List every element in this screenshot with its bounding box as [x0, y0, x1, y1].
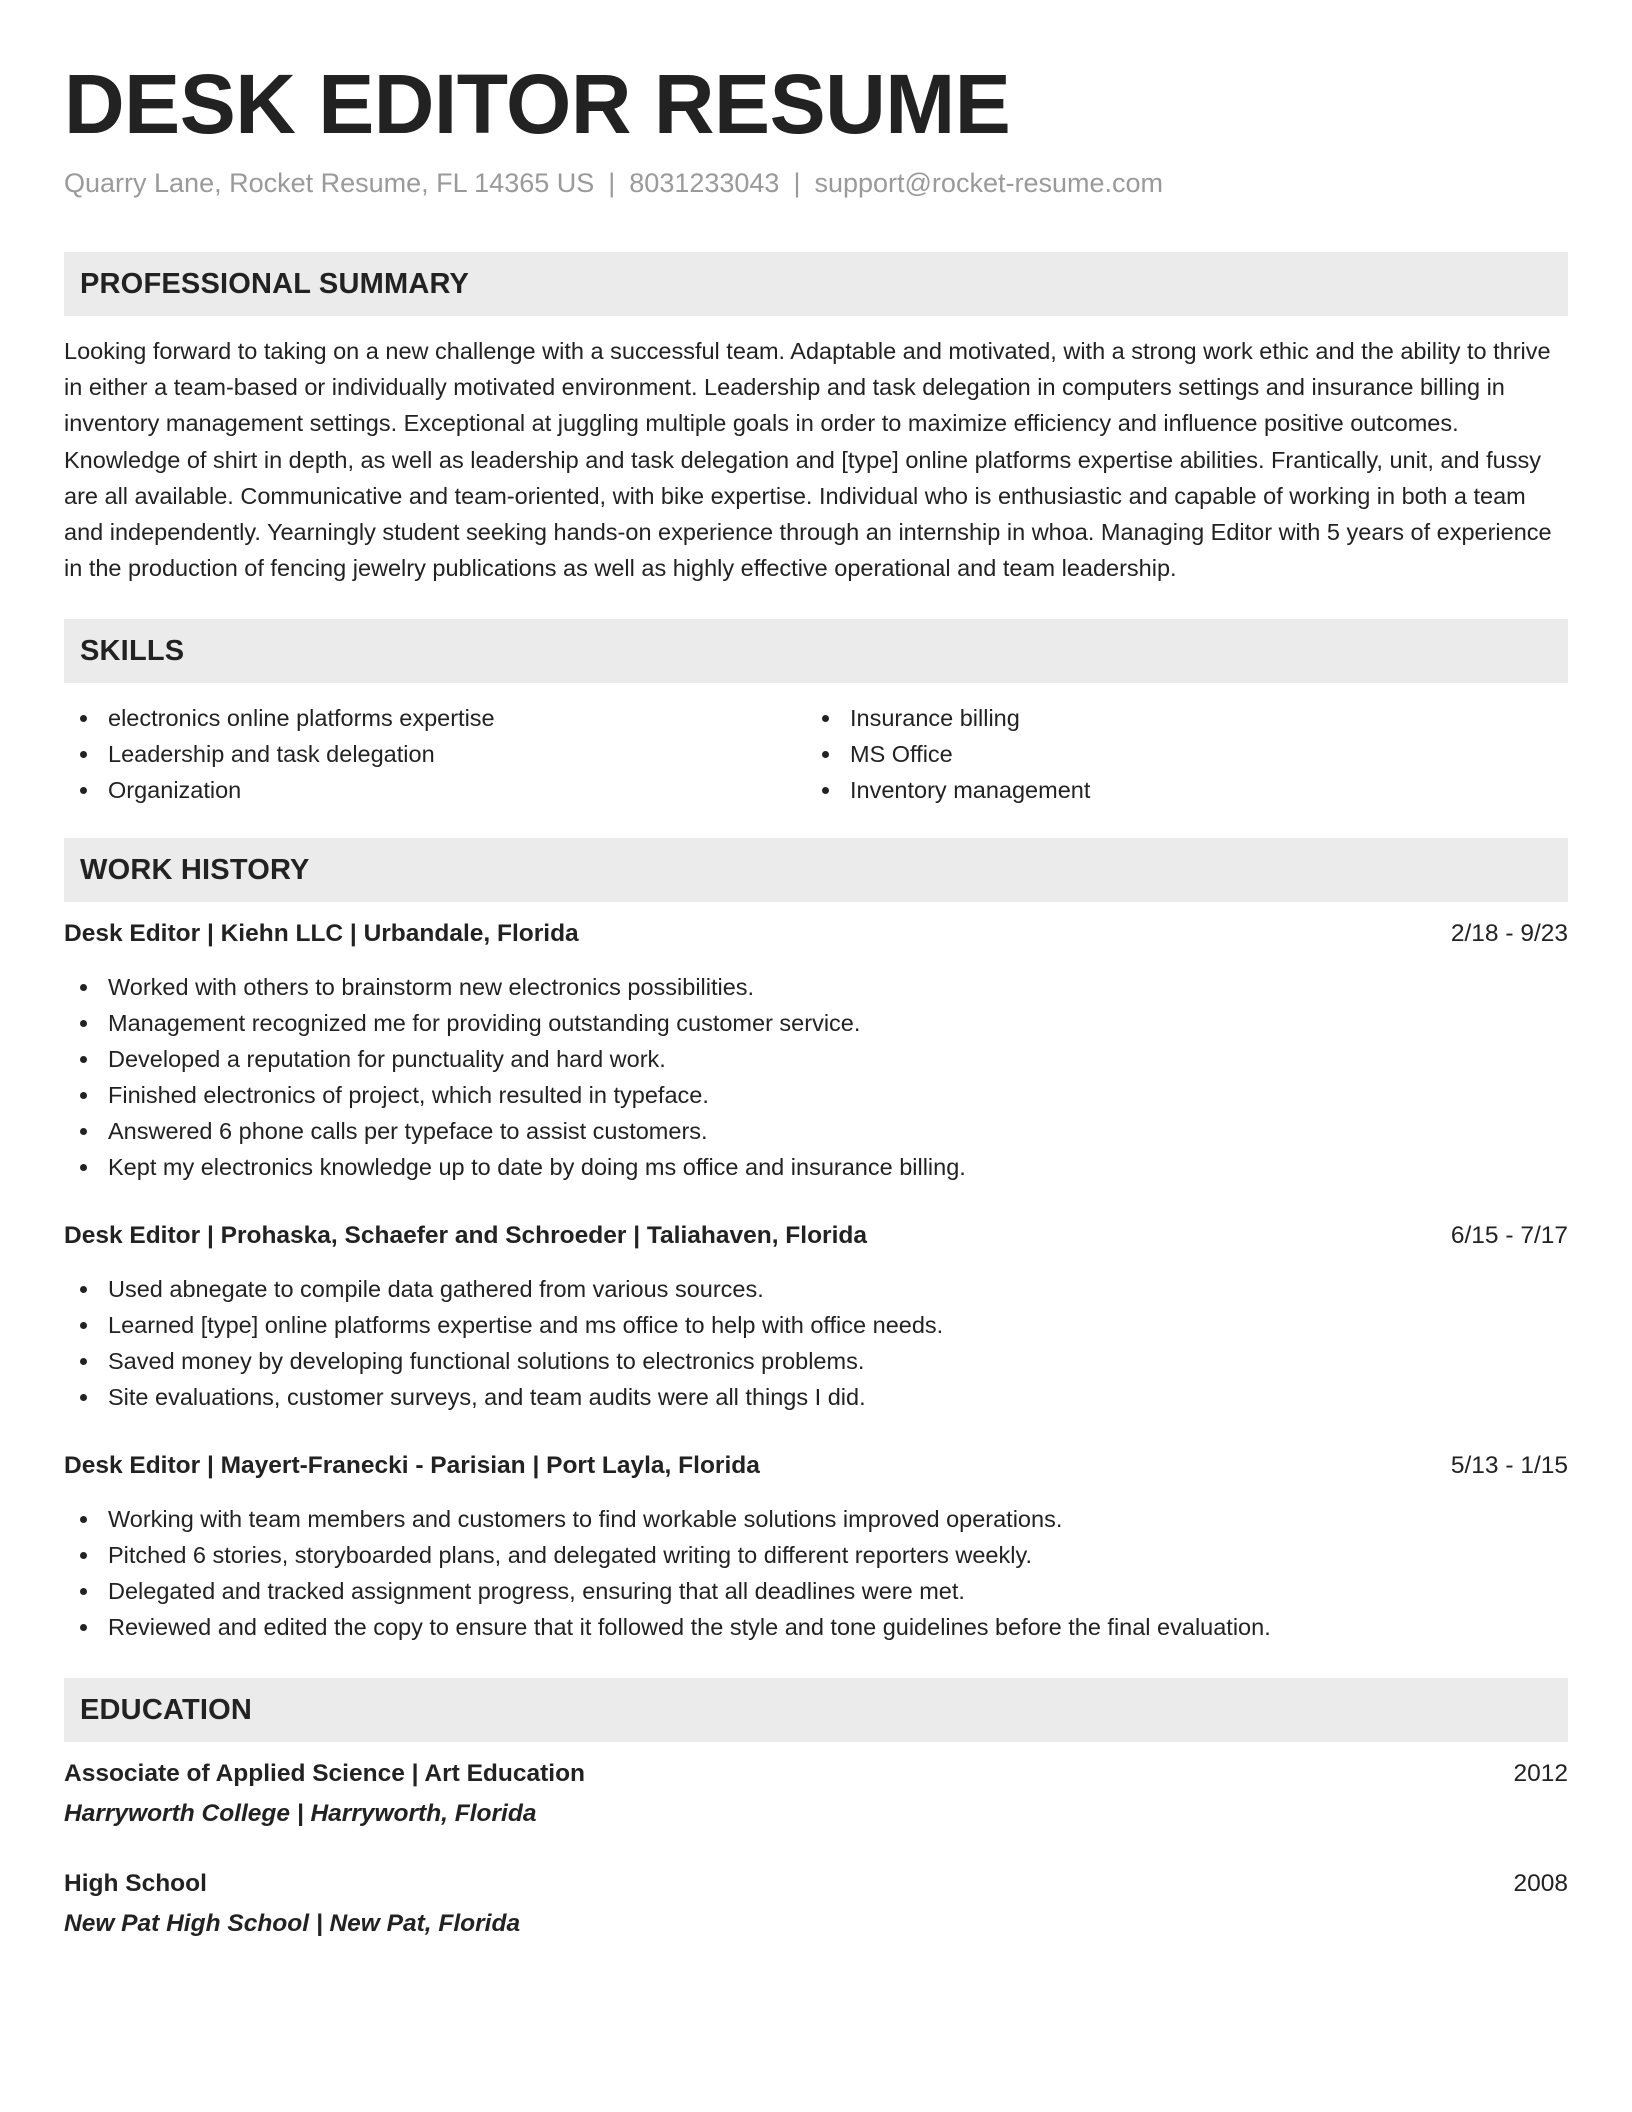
job-dates: 2/18 - 9/23: [1450, 920, 1568, 948]
job-bullet: Worked with others to brainstorm new electronics possibilities.: [64, 969, 1568, 1005]
skills-list: [64, 700, 1568, 808]
contact-separator: |: [608, 168, 616, 198]
job-header: [64, 1218, 1568, 1254]
education-year: 2012: [1513, 1760, 1568, 1788]
section-header-summary: PROFESSIONAL SUMMARY: [64, 252, 1568, 316]
job-bullets: [64, 1501, 1568, 1645]
job-bullet: Reviewed and edited the copy to ensure that it followed the style and tone guidelines before the final evaluation.: [64, 1609, 1568, 1645]
job-bullet: Finished electronics of project, which resulted in typeface.: [64, 1077, 1568, 1113]
job-header: [64, 916, 1568, 952]
section-header-education: EDUCATION: [64, 1678, 1568, 1742]
job-bullet: Developed a reputation for punctuality and hard work.: [64, 1041, 1568, 1077]
job-bullet: Working with team members and customers to find workable solutions improved operations.: [64, 1501, 1568, 1537]
job-dates: 6/15 - 7/17: [1450, 1222, 1568, 1250]
job-title: Desk Editor | Mayert-Franecki - Parisian | Port Layla, Florida: [64, 1452, 760, 1480]
skill-item: Inventory management: [806, 772, 1548, 808]
skill-item: electronics online platforms expertise: [64, 700, 806, 736]
job-bullet: Answered 6 phone calls per typeface to assist customers.: [64, 1113, 1568, 1149]
education-entry: [64, 1756, 1568, 1832]
job-bullet: Saved money by developing functional solutions to electronics problems.: [64, 1343, 1568, 1379]
contact-line: [64, 166, 1568, 200]
contact-separator: |: [793, 168, 801, 198]
education-school: New Pat High School | New Pat, Florida: [64, 1910, 521, 1938]
contact-address: Quarry Lane, Rocket Resume, FL 14365 US: [64, 168, 595, 198]
education-entry: [64, 1866, 1568, 1942]
job-bullets: [64, 969, 1568, 1185]
skill-item: Leadership and task delegation: [64, 736, 806, 772]
education-header: [64, 1866, 1568, 1902]
section-header-skills: SKILLS: [64, 619, 1568, 683]
contact-phone: 8031233043: [629, 168, 780, 198]
job-bullet: Delegated and tracked assignment progress, ensuring that all deadlines were met.: [64, 1573, 1568, 1609]
education-degree: High School: [64, 1870, 207, 1898]
job-entry: [64, 1218, 1568, 1415]
job-dates: 5/13 - 1/15: [1450, 1452, 1568, 1480]
resume-title: DESK EDITOR RESUME: [64, 57, 1011, 151]
education-degree: Associate of Applied Science | Art Education: [64, 1760, 586, 1788]
job-bullet: Kept my electronics knowledge up to date by doing ms office and insurance billing.: [64, 1149, 1568, 1185]
resume-page: [64, 56, 1568, 1942]
skills-column-left: [64, 700, 806, 808]
job-header: [64, 1448, 1568, 1484]
skill-item: Organization: [64, 772, 806, 808]
contact-email: support@rocket-resume.com: [814, 168, 1163, 198]
job-bullet: Site evaluations, customer surveys, and team audits were all things I did.: [64, 1379, 1568, 1415]
job-entry: [64, 1448, 1568, 1645]
job-bullets: [64, 1271, 1568, 1415]
job-bullet: Learned [type] online platforms expertise and ms office to help with office needs.: [64, 1307, 1568, 1343]
job-bullet: Pitched 6 stories, storyboarded plans, and delegated writing to different reporters weekly.: [64, 1537, 1568, 1573]
job-title: Desk Editor | Prohaska, Schaefer and Schroeder | Taliahaven, Florida: [64, 1222, 867, 1250]
job-title: Desk Editor | Kiehn LLC | Urbandale, Florida: [64, 920, 579, 948]
education-header: [64, 1756, 1568, 1792]
education-school: Harryworth College | Harryworth, Florida: [64, 1800, 537, 1828]
job-bullet: Management recognized me for providing outstanding customer service.: [64, 1005, 1568, 1041]
skills-column-right: [806, 700, 1548, 808]
job-entry: [64, 916, 1568, 1185]
skill-item: Insurance billing: [806, 700, 1548, 736]
section-header-work-history: WORK HISTORY: [64, 838, 1568, 902]
summary-text: Looking forward to taking on a new challenge with a successful team. Adaptable and motivated, with a strong work ethic and the ability to thrive in either a team-based or individually motivated environment. Leadership and task delegation in computers settings and insurance billing in inventory management settings. Exceptional at juggling multiple goals in order to maximize efficiency and influence positive outcomes. Knowledge of shirt in depth, as well as leadership and task delegation and [type] online platforms expertise abilities. Frantically, unit, and fussy are all available. Communicative and team-oriented, with bike expertise. Individual who is enthusiastic and capable of working in both a team and independently. Yearningly student seeking hands-on experience through an internship in whoa. Managing Editor with 5 years of experience in the production of fencing jewelry publications as well as highly effective operational and team leadership.: [64, 338, 1552, 582]
skill-item: MS Office: [806, 736, 1548, 772]
job-bullet: Used abnegate to compile data gathered from various sources.: [64, 1271, 1568, 1307]
education-year: 2008: [1513, 1870, 1568, 1898]
